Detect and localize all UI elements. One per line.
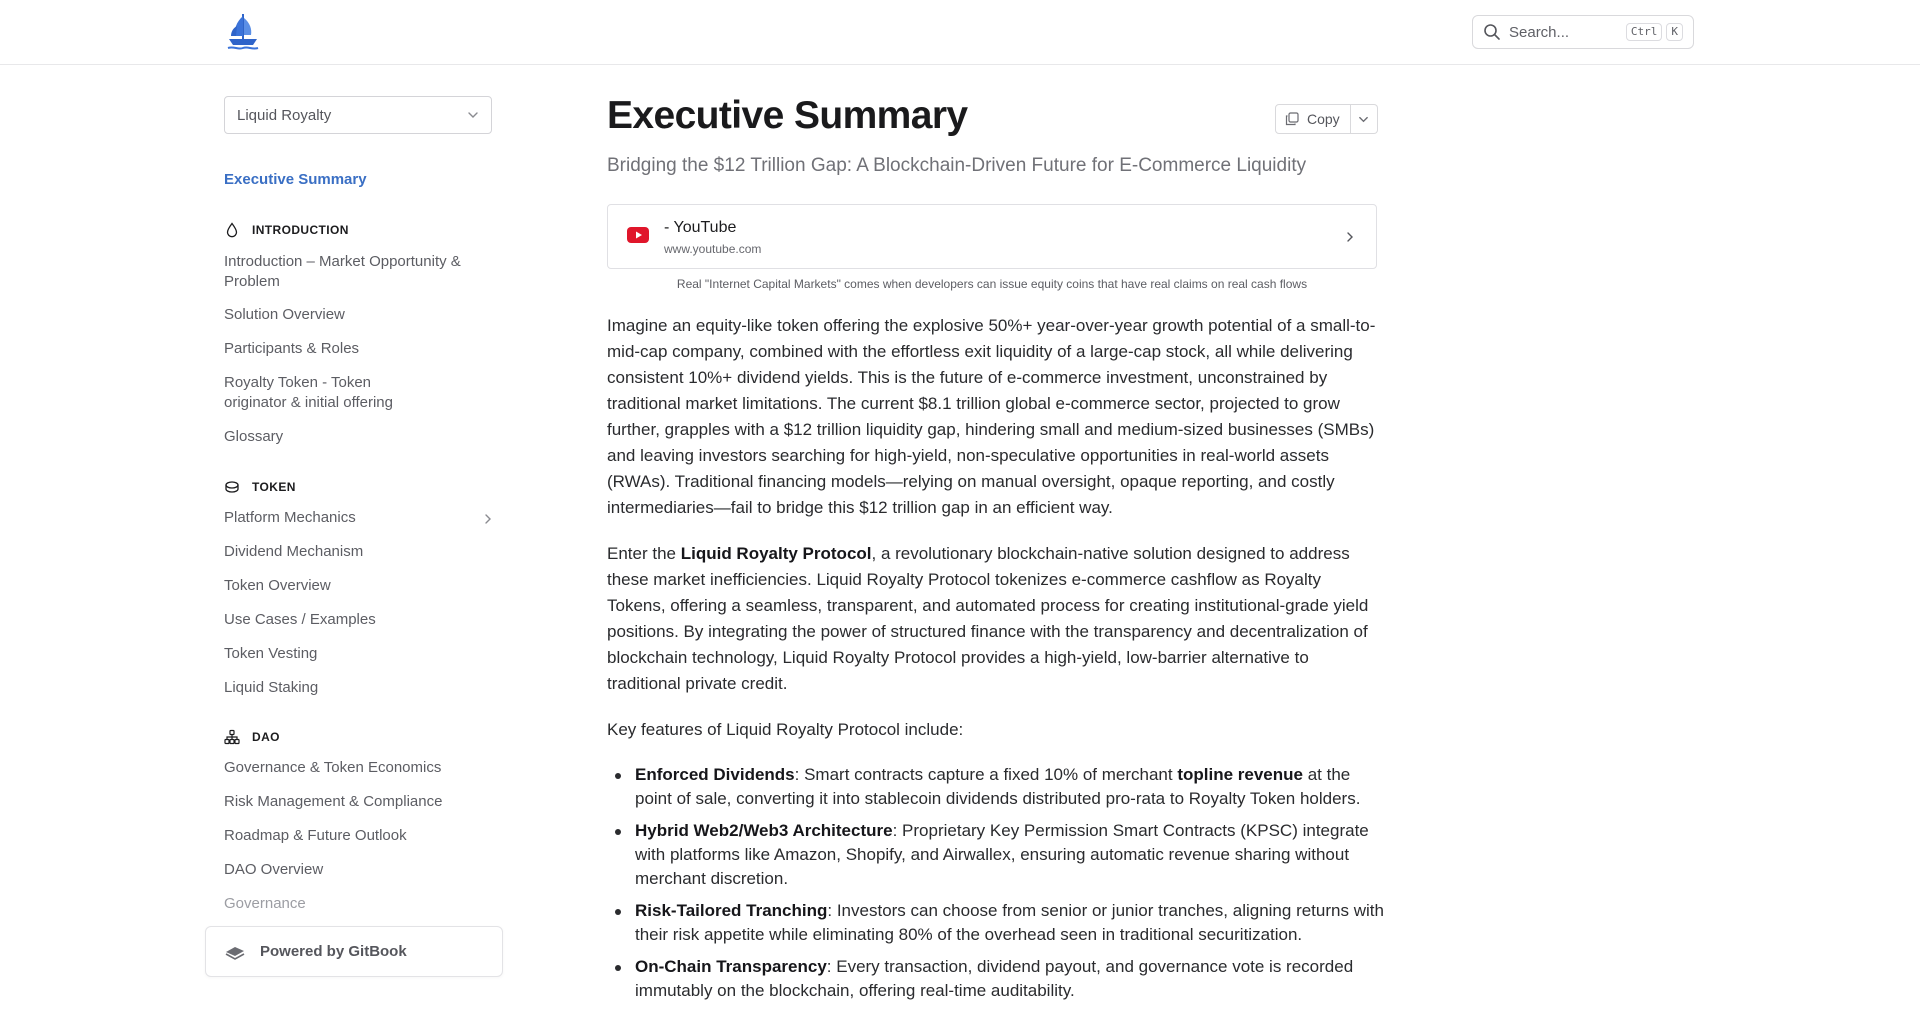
- copy-label: Copy: [1307, 111, 1340, 127]
- space-selector-dropdown[interactable]: [224, 96, 492, 134]
- feature-term: Hybrid Web2/Web3 Architecture: [635, 821, 893, 840]
- page-subtitle: Bridging the $12 Trillion Gap: A Blockchain-Driven Future for E-Commerce Liquidity: [607, 155, 1307, 176]
- coins-icon: [224, 479, 240, 495]
- sidebar-item-royalty-token[interactable]: Royalty Token - Token originator & initial offering: [224, 374, 393, 411]
- search-icon: [1483, 23, 1501, 41]
- feature-text: : Every transaction, dividend payout, and governance vote is recorded immutably on the blockchain, offering real-time auditability.: [635, 957, 1354, 1000]
- sidebar-item-dividend-mechanism[interactable]: Dividend Mechanism: [224, 543, 364, 560]
- embed-title: - YouTube: [664, 219, 737, 236]
- sidebar-item-platform-mechanics[interactable]: Platform Mechanics: [224, 509, 356, 526]
- space-selector-label: Liquid Royalty: [237, 106, 332, 124]
- section-header-token: [224, 479, 296, 495]
- shortcut-key-k: K: [1666, 23, 1683, 41]
- sidebar-item-solution-overview[interactable]: Solution Overview: [224, 306, 345, 323]
- sidebar-item-glossary[interactable]: Glossary: [224, 428, 284, 445]
- sidebar-item-governance-economics[interactable]: Governance & Token Economics: [224, 759, 442, 776]
- list-item: [607, 819, 1387, 891]
- sailing-ship-logo-icon[interactable]: [226, 12, 260, 52]
- copy-icon: [1285, 112, 1299, 126]
- sidebar-item-token-vesting[interactable]: Token Vesting: [224, 645, 318, 662]
- feature-text-end: at the point of sale, converting it into stablecoin dividends distributed pro-rata to Royalty Token holders.: [635, 765, 1361, 808]
- feature-term: On-Chain Transparency: [635, 957, 827, 976]
- sidebar-item-executive-summary[interactable]: Executive Summary: [224, 171, 367, 188]
- protocol-name: Liquid Royalty Protocol: [680, 544, 872, 563]
- copy-page-button[interactable]: [1275, 104, 1351, 134]
- feature-term: Enforced Dividends: [635, 765, 795, 784]
- sidebar-item-roadmap[interactable]: Roadmap & Future Outlook: [224, 827, 407, 844]
- embed-url: www.youtube.com: [664, 242, 762, 256]
- section-title: INTRODUCTION: [252, 223, 349, 237]
- drop-icon: [224, 222, 240, 238]
- sidebar-item-participants[interactable]: Participants & Roles: [224, 340, 360, 357]
- top-header: [0, 0, 1920, 65]
- gitbook-icon: [224, 943, 246, 961]
- page-title: Executive Summary: [607, 94, 968, 137]
- powered-by-label: Powered by GitBook: [260, 943, 407, 960]
- list-item: [607, 955, 1387, 1003]
- chevron-down-icon: [1358, 114, 1369, 125]
- feature-text: : Smart contracts capture a fixed 10% of merchant: [794, 765, 1178, 784]
- sidebar-item-use-cases[interactable]: Use Cases / Examples: [224, 611, 376, 628]
- hierarchy-icon: [224, 729, 240, 745]
- feature-text: : Investors can choose from senior or junior tranches, aligning returns with their risk appetite while eliminating 80% of the overhead seen in traditional securitization.: [635, 901, 1384, 944]
- sidebar-item-introduction[interactable]: Introduction – Market Opportunity & Problem: [224, 253, 461, 290]
- sidebar-item-risk-management[interactable]: Risk Management & Compliance: [224, 793, 443, 810]
- section-title: DAO: [252, 730, 280, 744]
- chevron-right-icon: [1344, 231, 1356, 243]
- paragraph-protocol: [607, 541, 1377, 697]
- sidebar-item-governance[interactable]: Governance: [224, 895, 306, 912]
- features-list: [607, 763, 1387, 1011]
- section-title: TOKEN: [252, 480, 296, 494]
- search-box[interactable]: [1472, 15, 1694, 49]
- shortcut-key-ctrl: Ctrl: [1626, 23, 1663, 41]
- feature-term: Risk-Tailored Tranching: [635, 901, 828, 920]
- youtube-icon: [627, 227, 649, 243]
- chevron-down-icon: [467, 109, 479, 121]
- copy-button-group: [1275, 104, 1378, 134]
- copy-options-dropdown[interactable]: [1351, 104, 1378, 134]
- sidebar-item-token-overview[interactable]: Token Overview: [224, 577, 331, 594]
- paragraph-rest: , a revolutionary blockchain-native solution designed to address these market inefficiencies. Liquid Royalty Protocol tokenizes e-commerce cashflow as Royalty Tokens, offering a seamless, transparent, and automated process for creating institutional-grade yield positions. By integrating the power of structured finance with the transparency and decentralization of blockchain technology, Liquid Royalty Protocol provides a high-yield, low-barrier alternative to traditional private credit.: [607, 544, 1369, 693]
- sidebar-item-liquid-staking[interactable]: Liquid Staking: [224, 679, 319, 696]
- section-header-dao: [224, 729, 280, 745]
- powered-by-gitbook-link[interactable]: [205, 926, 503, 977]
- features-intro: Key features of Liquid Royalty Protocol include:: [607, 720, 964, 739]
- feature-text: : Proprietary Key Permission Smart Contracts (KPSC) integrate with platforms like Amazon, Shopify, and Airwallex, ensuring automatic revenue sharing without merchant discretion.: [635, 821, 1369, 888]
- list-item: [607, 763, 1387, 811]
- section-header-introduction: [224, 222, 349, 238]
- paragraph-intro: Imagine an equity-like token offering the explosive 50%+ year-over-year growth potential of a small-to-mid-cap company, combined with the effortless exit liquidity of a large-cap stock, all while delivering consistent 10%+ dividend yields. This is the future of e-commerce investment, unconstrained by traditional market limitations. The current $8.1 trillion global e-commerce sector, projected to grow further, grapples with a $12 trillion liquidity gap, hindering small and medium-sized businesses (SMBs) and leaving investors searching for high-yield, non-speculative opportunities in real-world assets (RWAs). Traditional financing models—relying on manual oversight, opaque reporting, and costly intermediaries—fail to bridge this $12 trillion gap in an efficient way.: [607, 316, 1376, 517]
- paragraph-lead: Enter the: [607, 544, 681, 563]
- chevron-right-icon[interactable]: [482, 513, 494, 525]
- search-placeholder: Search...: [1509, 23, 1570, 41]
- feature-highlight: topline revenue: [1177, 765, 1303, 784]
- list-item: [607, 899, 1387, 947]
- sidebar-item-dao-overview[interactable]: DAO Overview: [224, 861, 324, 878]
- embed-caption: Real "Internet Capital Markets" comes when developers can issue equity coins that have real claims on real cash flows: [676, 277, 1308, 291]
- youtube-embed-card[interactable]: [607, 204, 1377, 269]
